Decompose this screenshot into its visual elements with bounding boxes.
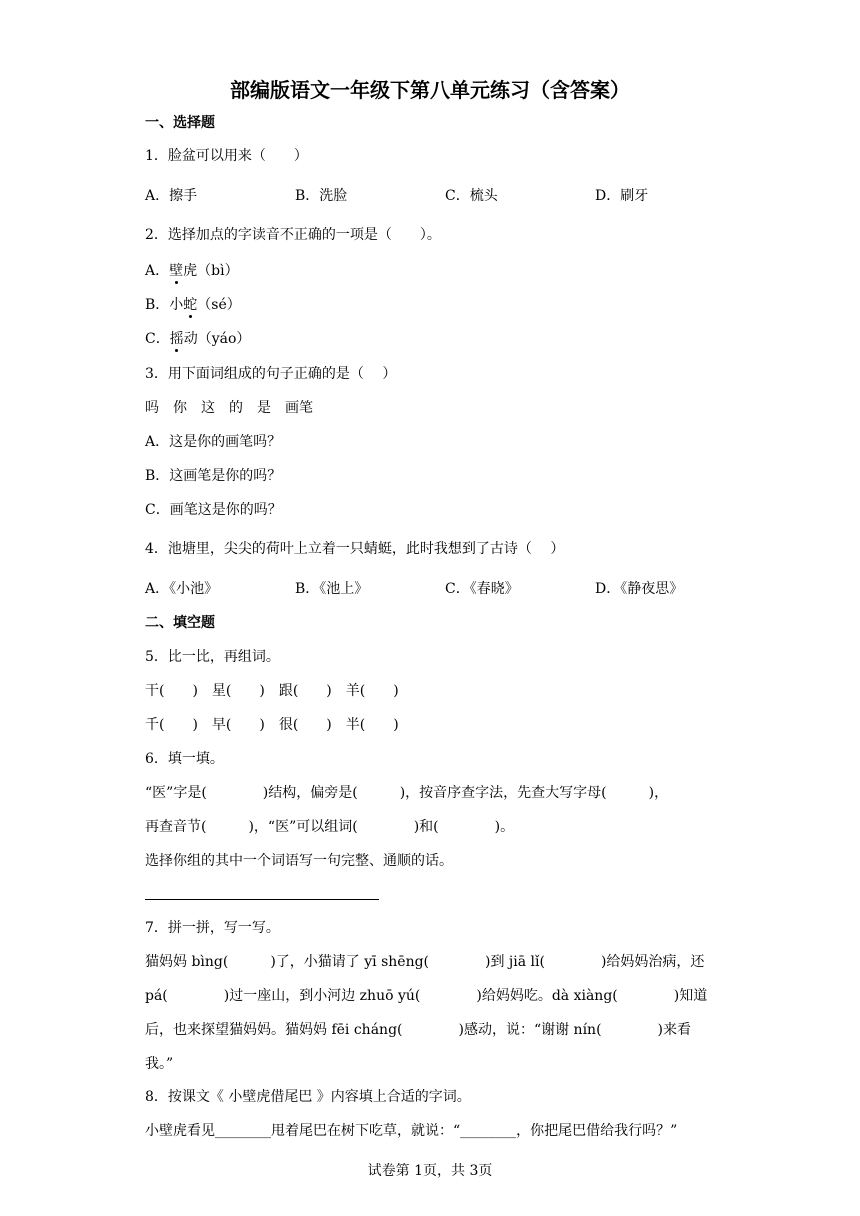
question-6-stem: 6．填一填。 [145,751,224,767]
question-7-line-1: 猫妈妈 bìng( )了，小猫请了 yī shēng( )到 jiā lǐ( )给妈妈治病，还 [145,954,705,970]
answer-line [145,899,379,900]
page-footer: 试卷第 1页，共 3页 [367,1163,493,1179]
question-4-option-c: C．《春晓》 [445,581,519,597]
question-1-option-a: A．擦手 [145,188,198,204]
question-1-option-c: C．梳头 [445,188,498,204]
question-5-row-1: 干( ) 星( ) 跟( ) 羊( ) [145,683,399,699]
question-4-option-a: A．《小池》 [145,581,219,597]
question-2-option-c: C．摇动（yáo） [145,331,251,347]
question-8-line-1: 小壁虎看见________甩着尾巴在树下吃草，就说：“________，你把尾巴借给我行吗？” [145,1123,678,1139]
question-5-row-2: 千( ) 早( ) 很( ) 半( ) [145,717,399,733]
question-3-words: 吗 你 这 的 是 画笔 [145,400,313,416]
question-3-option-a: A．这是你的画笔吗？ [145,434,282,450]
question-3-option-b: B．这画笔是你的吗？ [145,468,282,484]
question-7-stem: 7．拼一拼，写一写。 [145,920,280,936]
question-1-stem: 1．脸盆可以用来（ ） [145,148,308,164]
emphasis-dot-char: 蛇 [183,297,198,313]
question-2-option-b: B．小蛇（sé） [145,297,241,313]
emphasis-dot-char: 壁 [169,263,184,279]
section-heading-fill: 二、填空题 [145,615,215,631]
question-3-option-c: C．画笔这是你的吗？ [145,502,282,518]
question-6-line-2: 再查音节( )，“医”可以组词( )和( )。 [145,819,515,835]
question-7-line-4: 我。” [145,1056,174,1072]
question-2-option-a: A．壁虎（bì） [145,263,239,279]
question-5-stem: 5．比一比，再组词。 [145,649,280,665]
question-6-line-1: “医”字是( )结构，偏旁是( )，按音序查字法，先查大写字母( )， [145,785,669,801]
page-title: 部编版语文一年级下第八单元练习（含答案） [230,78,630,102]
question-7-line-3: 后，也来探望猫妈妈。猫妈妈 fēi cháng( )感动，说：“谢谢 nín( )来看 [145,1022,691,1038]
question-1-option-d: D．刷牙 [595,188,649,204]
question-4-option-b: B．《池上》 [295,581,369,597]
question-3-stem: 3．用下面词组成的句子正确的是（ ） [145,366,397,382]
question-1-option-b: B．洗脸 [295,188,348,204]
question-2-stem: 2．选择加点的字读音不正确的一项是（ ）。 [145,227,441,243]
question-8-stem: 8．按课文《 小壁虎借尾巴 》内容填上合适的字词。 [145,1089,471,1105]
emphasis-dot-char: 摇 [169,331,184,347]
question-4-stem: 4．池塘里，尖尖的荷叶上立着一只蜻蜓，此时我想到了古诗（ ） [145,541,565,557]
question-6-line-3: 选择你组的其中一个词语写一句完整、通顺的话。 [145,853,453,869]
question-7-line-2: pá( )过一座山，到小河边 zhuō yú( )给妈妈吃。dà xiàng( )知道 [145,988,708,1004]
section-heading-choice: 一、选择题 [145,115,215,131]
question-4-option-d: D．《静夜思》 [595,581,684,597]
